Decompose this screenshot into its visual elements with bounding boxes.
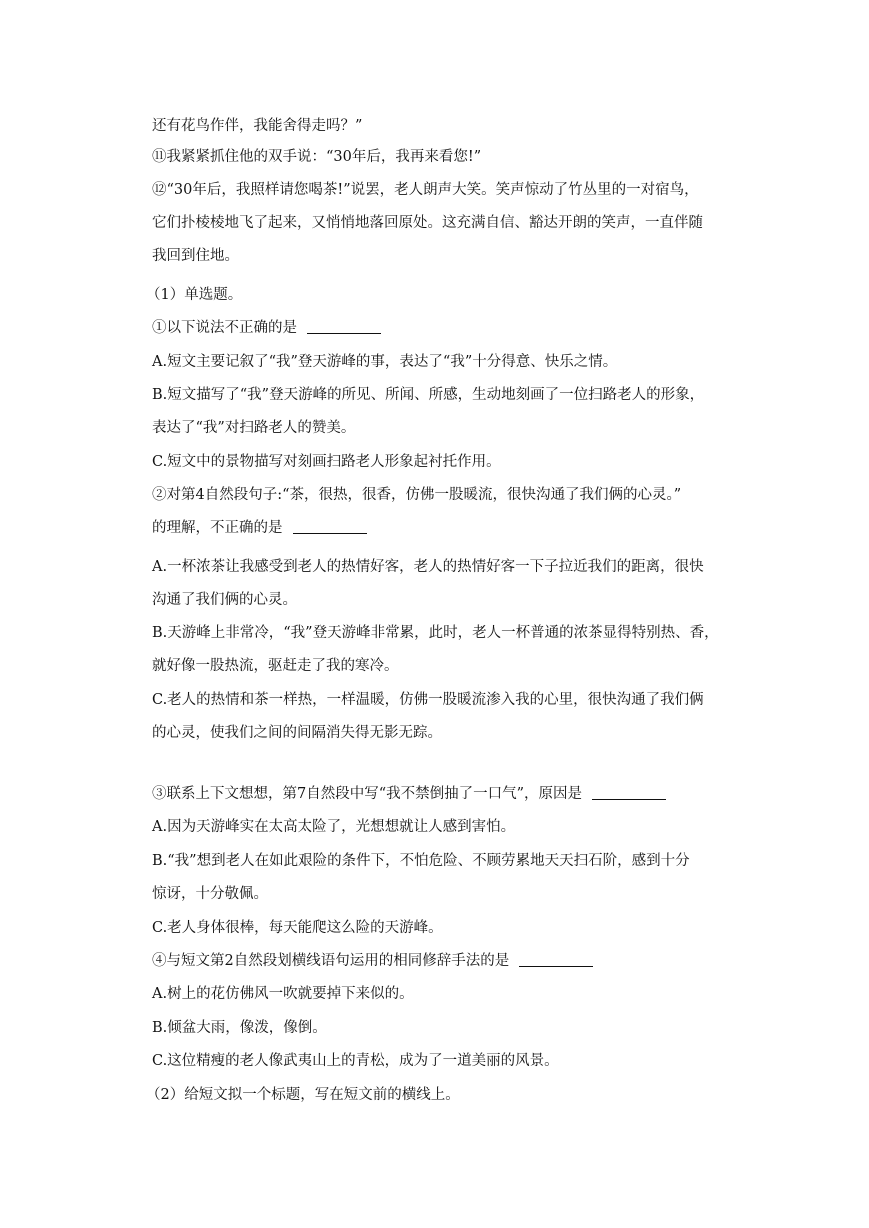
question-3-option-b-line2: 惊讶，十分敬佩。 (152, 886, 268, 902)
question-2-option-c-line1: C.老人的热情和茶一样热，一样温暖，仿佛一股暖流渗入我的心里，很快沟通了我们俩 (152, 692, 704, 708)
question-2-option-a-line2: 沟通了我们俩的心灵。 (152, 592, 297, 608)
question-4-option-b: B.倾盆大雨，像泼，像倒。 (152, 1020, 327, 1036)
answer-blank[interactable] (519, 952, 593, 967)
question-3-option-c: C.老人身体很棒，每天能爬这么险的天游峰。 (152, 920, 443, 936)
question-3-option-a: A.因为天游峰实在太高太险了，光想想就让人感到害怕。 (152, 819, 516, 835)
question-1-option-c: C.短文中的景物描写对刻画扫路老人形象起衬托作用。 (152, 454, 501, 470)
question-1-stem: ①以下说法不正确的是 (152, 318, 381, 338)
question-2-option-a-line1: A.一杯浓茶让我感受到老人的热情好客，老人的热情好客一下子拉近我们的距离，很快 (152, 559, 704, 575)
question-1-option-b-line1: B.短文描写了“我”登天游峰的所见、所闻、所感，生动地刻画了一位扫路老人的形象， (152, 387, 705, 403)
question-1-option-b-line2: 表达了“我”对扫路老人的赞美。 (152, 420, 356, 436)
question-4-stem: ④与短文第2自然段划横线语句运用的相同修辞手法的是 (152, 951, 593, 971)
question-3-option-b-line1: B.“我”想到老人在如此艰险的条件下，不怕危险、不顾劳累地天天扫石阶，感到十分 (152, 853, 690, 869)
question-1-option-a: A.短文主要记叙了“我”登天游峰的事，表达了“我”十分得意、快乐之情。 (152, 354, 618, 370)
passage-paragraph-12-line1: ⑫“30年后，我照样请您喝茶!”说罢，老人朗声大笑。笑声惊动了竹丛里的一对宿鸟， (152, 182, 699, 198)
passage-paragraph-12-line3: 我回到住地。 (152, 248, 239, 264)
question-4-option-c: C.这位精瘦的老人像武夷山上的青松，成为了一道美丽的风景。 (152, 1053, 559, 1069)
part2-heading: （2）给短文拟一个标题，写在短文前的横线上。 (146, 1087, 460, 1103)
part1-heading: （1）单选题。 (146, 287, 243, 303)
answer-blank[interactable] (592, 785, 666, 800)
question-2-option-c-line2: 的心灵，使我们之间的间隔消失得无影无踪。 (152, 725, 442, 741)
passage-paragraph-10-tail: 还有花鸟作伴，我能舍得走吗？” (152, 118, 363, 134)
question-2-option-b-line1: B.天游峰上非常冷，“我”登天游峰非常累，此时，老人一杯普通的浓茶显得特别热、香， (152, 625, 719, 641)
question-2-stem-line1: ②对第4自然段句子:“茶，很热，很香，仿佛一股暖流，很快沟通了我们俩的心灵。” (152, 487, 682, 503)
question-3-stem: ③联系上下文想想，第7自然段中写“我不禁倒抽了一口气”，原因是 (152, 784, 666, 804)
passage-paragraph-12-line2: 它们扑棱棱地飞了起来，又悄悄地落回原处。这充满自信、豁达开朗的笑声，一直伴随 (152, 215, 703, 231)
question-4-option-a: A.树上的花仿佛风一吹就要掉下来似的。 (152, 986, 414, 1002)
answer-blank[interactable] (307, 319, 381, 334)
passage-paragraph-11: ⑪我紧紧抓住他的双手说：“30年后，我再来看您!” (152, 149, 482, 165)
question-2-stem-line2: 的理解，不正确的是 (152, 518, 367, 538)
answer-blank[interactable] (293, 519, 367, 534)
question-2-option-b-line2: 就好像一股热流，驱赶走了我的寒冷。 (152, 658, 399, 674)
